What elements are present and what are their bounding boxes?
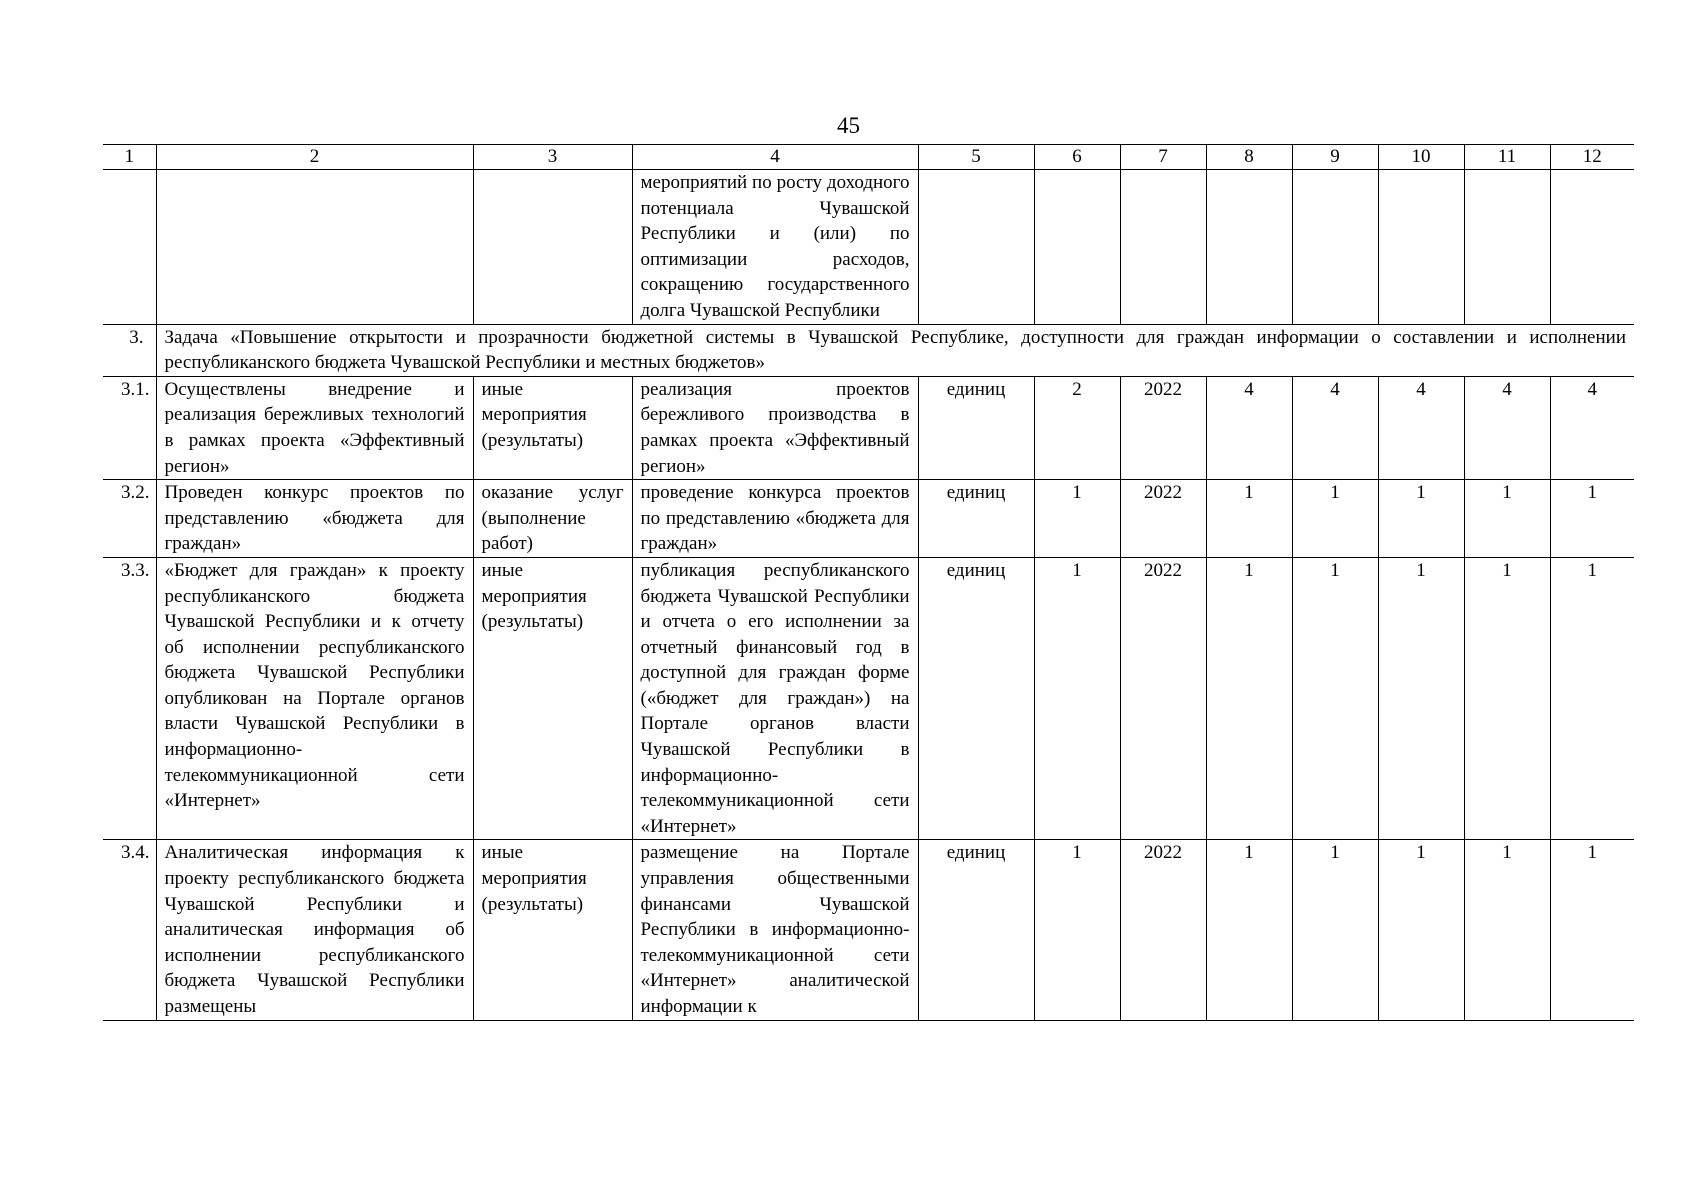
row-value-8: 4 (1206, 376, 1292, 479)
page-number: 45 (837, 113, 860, 138)
row-base-value: 1 (1034, 480, 1120, 558)
column-numbers-row (103, 145, 1634, 170)
row-result: «Бюджет для граждан» к проекту республиканского бюджета Чувашской Республики и к отчету об исполнении республиканского бюджета Чувашской Республики опубликован на Портале органов власти Чувашской Республики в информационно-телекоммуникационной сети «Интернет» (156, 557, 473, 840)
row-value-10: 1 (1378, 840, 1464, 1020)
row-unit: единиц (918, 480, 1034, 558)
row-value-9: 4 (1292, 376, 1378, 479)
row-value-11: 1 (1464, 557, 1550, 840)
row-value-12: 1 (1550, 557, 1634, 840)
col-header-6: 6 (1034, 145, 1120, 170)
col-header-3: 3 (473, 145, 632, 170)
col-header-8: 8 (1206, 145, 1292, 170)
row-indicator: проведение конкурса проектов по представлению «бюджета для граждан» (632, 480, 918, 558)
row-type: иные мероприятия (результаты) (473, 840, 632, 1020)
col-header-9: 9 (1292, 145, 1378, 170)
table-row (103, 376, 1634, 479)
row-value-10: 1 (1378, 480, 1464, 558)
col-header-2: 2 (156, 145, 473, 170)
row-number: 3.3. (103, 557, 156, 840)
row-unit: единиц (918, 557, 1034, 840)
row-base-value: 1 (1034, 557, 1120, 840)
row-value-12: 1 (1550, 480, 1634, 558)
row-value-8: 1 (1206, 480, 1292, 558)
col-header-12: 12 (1550, 145, 1634, 170)
row-base-value: 1 (1034, 840, 1120, 1020)
row-number: 3.1. (103, 376, 156, 479)
row-value-8: 1 (1206, 840, 1292, 1020)
task-number: 3. (103, 324, 156, 376)
row-base-value: 2 (1034, 376, 1120, 479)
row-value-11: 1 (1464, 840, 1550, 1020)
row-value-8: 1 (1206, 557, 1292, 840)
row-base-year: 2022 (1120, 376, 1206, 479)
col-header-7: 7 (1120, 145, 1206, 170)
col-header-11: 11 (1464, 145, 1550, 170)
row-value-10: 4 (1378, 376, 1464, 479)
row-result: Осуществлены внедрение и реализация бережливых технологий в рамках проекта «Эффективный регион» (156, 376, 473, 479)
row-value-11: 1 (1464, 480, 1550, 558)
row-number: 3.4. (103, 840, 156, 1020)
task-text: Задача «Повышение открытости и прозрачности бюджетной системы в Чувашской Республике, доступности для граждан информации о составлении и исполнении республиканского бюджета Чувашской Республики и местных бюджетов» (156, 324, 1634, 376)
row-base-year: 2022 (1120, 840, 1206, 1020)
row-value-9: 1 (1292, 480, 1378, 558)
row-value-11: 4 (1464, 376, 1550, 479)
row-value-9: 1 (1292, 557, 1378, 840)
row-value-12: 4 (1550, 376, 1634, 479)
row-value-9: 1 (1292, 840, 1378, 1020)
table-row (103, 480, 1634, 558)
row-result: Аналитическая информация к проекту республиканского бюджета Чувашской Республики и аналитическая информация об исполнении республиканского бюджета Чувашской Республики размещены (156, 840, 473, 1020)
col-header-10: 10 (1378, 145, 1464, 170)
col-header-4: 4 (632, 145, 918, 170)
row-indicator: публикация республиканского бюджета Чувашской Республики и отчета о его исполнении за отчетный финансовый год в доступной для граждан форме («бюджет для граждан») на Портале органов власти Чувашской Республики в информационно-телекоммуникационной сети «Интернет» (632, 557, 918, 840)
row-unit: единиц (918, 376, 1034, 479)
continuation-indicator: мероприятий по росту доходного потенциала Чувашской Республики и (или) по оптимизации расходов, сокращению государственного долга Чувашской Республики (632, 170, 918, 325)
row-base-year: 2022 (1120, 480, 1206, 558)
table-row (103, 557, 1634, 840)
continuation-row (103, 170, 1634, 325)
task-row (103, 324, 1634, 376)
row-result: Проведен конкурс проектов по представлению «бюджета для граждан» (156, 480, 473, 558)
table-row (103, 840, 1634, 1020)
row-number: 3.2. (103, 480, 156, 558)
col-header-5: 5 (918, 145, 1034, 170)
row-type: иные мероприятия (результаты) (473, 557, 632, 840)
row-value-12: 1 (1550, 840, 1634, 1020)
row-base-year: 2022 (1120, 557, 1206, 840)
row-indicator: реализация проектов бережливого производства в рамках проекта «Эффективный регион» (632, 376, 918, 479)
row-indicator: размещение на Портале управления общественными финансами Чувашской Республики в информационно-телекоммуникационной сети «Интернет» аналитической информации к (632, 840, 918, 1020)
row-type: иные мероприятия (результаты) (473, 376, 632, 479)
row-value-10: 1 (1378, 557, 1464, 840)
row-unit: единиц (918, 840, 1034, 1020)
col-header-1: 1 (103, 145, 156, 170)
indicators-table (103, 144, 1634, 1021)
row-type: оказание услуг (выполнение работ) (473, 480, 632, 558)
